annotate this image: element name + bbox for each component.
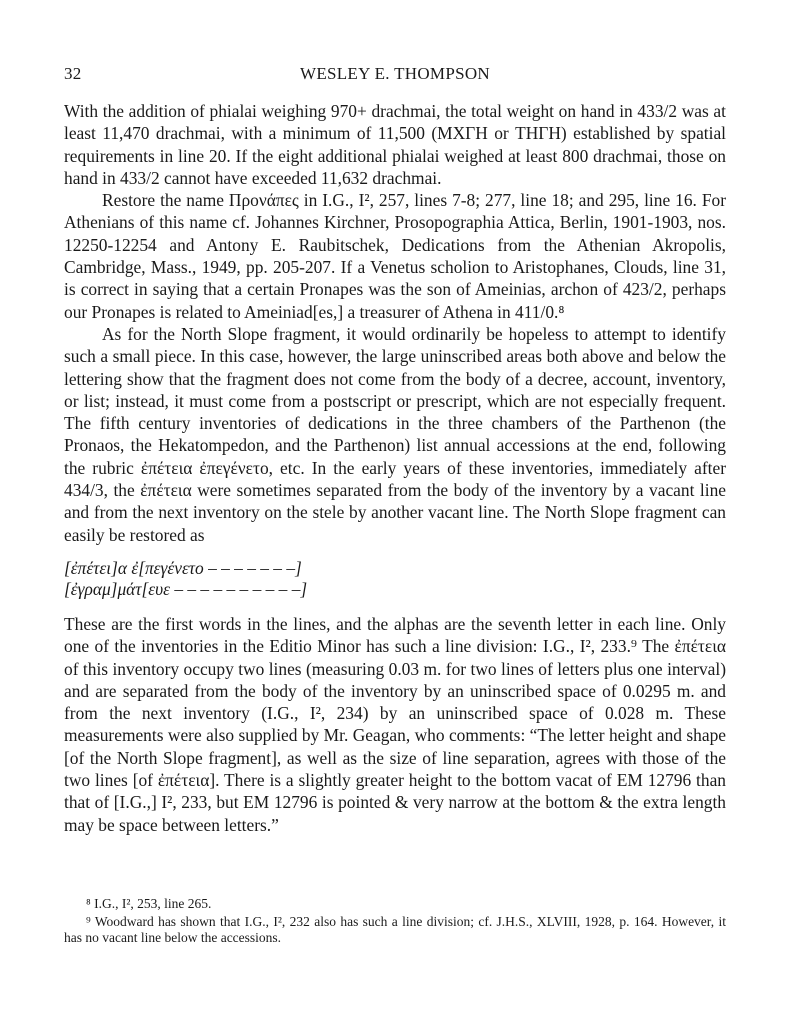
inscription-line-1: [ἐπέτει]α ἐ[πεγένετο – – – – – – –] xyxy=(64,557,302,578)
footnote-8: ⁸ I.G., I², 253, line 265. xyxy=(86,896,212,911)
paragraph-4: These are the first words in the lines, and the alphas are the seventh letter in each line. Only one of the inventories in the Editio Minor has such a line division: I.G., I², 233.⁹ The ἐπέτεια of this inventory occupy two lines (measuring 0.03 m. for two lines of letters plus one interval) and are separated from the body of the inventory by an uninscribed space of 0.0295 m. and from the next inventory (I.G., I², 234) by an uninscribed space of 0.028 m. These measurements were also supplied by Mr. Geagan, who comments: “The letter height and shape [of the North Slope fragment], as well as the size of line separation, agrees with those of the two lines [of ἐπέτεια]. There is a slightly greater height to the bottom vacat of EM 12796 than that of [I.G.,] I², 233, but EM 12796 is pointed & very narrow at the bottom & the extra length may be space between letters.” xyxy=(64,613,726,835)
page-header xyxy=(64,64,726,86)
footnote-9: ⁹ Woodward has shown that I.G., I², 232 also has such a line division; cf. J.H.S., XLVIII, 1928, p. 164. However, it has no vacant line below the accessions. xyxy=(64,913,726,945)
inscription-restoration xyxy=(64,558,726,600)
running-title: WESLEY E. THOMPSON xyxy=(299,64,491,83)
paragraph-1: With the addition of phialai weighing 970+ drachmai, the total weight on hand in 433/2 was at least 11,470 drachmai, with a minimum of 11,500 (ΜΧΓΗ or ΤΗΓΗ) established by spatial requirements in line 20. If the eight additional phialai weighed at least 800 drachmai, those on hand in 433/2 cannot have exceeded 11,632 drachmai. xyxy=(64,101,726,188)
footnotes xyxy=(64,896,726,948)
body-text xyxy=(64,100,726,836)
inscription-line-2: [ἐγραμ]μάτ[ευε – – – – – – – – – –] xyxy=(64,578,308,599)
paragraph-2: Restore the name Προνάπες in I.G., I², 257, lines 7-8; 277, line 18; and 295, line 16. For Athenians of this name cf. Johannes Kirchner, Prosopographia Attica, Berlin, 1901-1903, nos. 12250-12254 and Antony E. Raubitschek, Dedications from the Athenian Akropolis, Cambridge, Mass., 1949, pp. 205-207. If a Venetus scholion to Aristophanes, Clouds, line 31, is correct in saying that a certain Pronapes was the son of Ameinias, archon of 423/2, perhaps our Pronapes is related to Ameiniad[es,] a treasurer of Athena in 411/0.⁸ xyxy=(64,190,726,322)
page-number: 32 xyxy=(64,64,82,83)
paragraph-3: As for the North Slope fragment, it would ordinarily be hopeless to attempt to identify such a small piece. In this case, however, the large uninscribed areas both above and below the lettering show that the fragment does not come from the body of a decree, account, inventory, or list; instead, it must come from a postscript or prescript, which are not especially frequent. The fifth century inventories of dedications in the three chambers of the Parthenon (the Pronaos, the Hekatompedon, and the Parthenon) list annual accessions at the end, following the rubric ἐπέτεια ἐπεγένετο, etc. In the early years of these inventories, immediately after 434/3, the ἐπέτεια were sometimes separated from the body of the inventory by a vacant line and from the next inventory on the stele by another vacant line. The North Slope fragment can easily be restored as xyxy=(64,323,726,545)
